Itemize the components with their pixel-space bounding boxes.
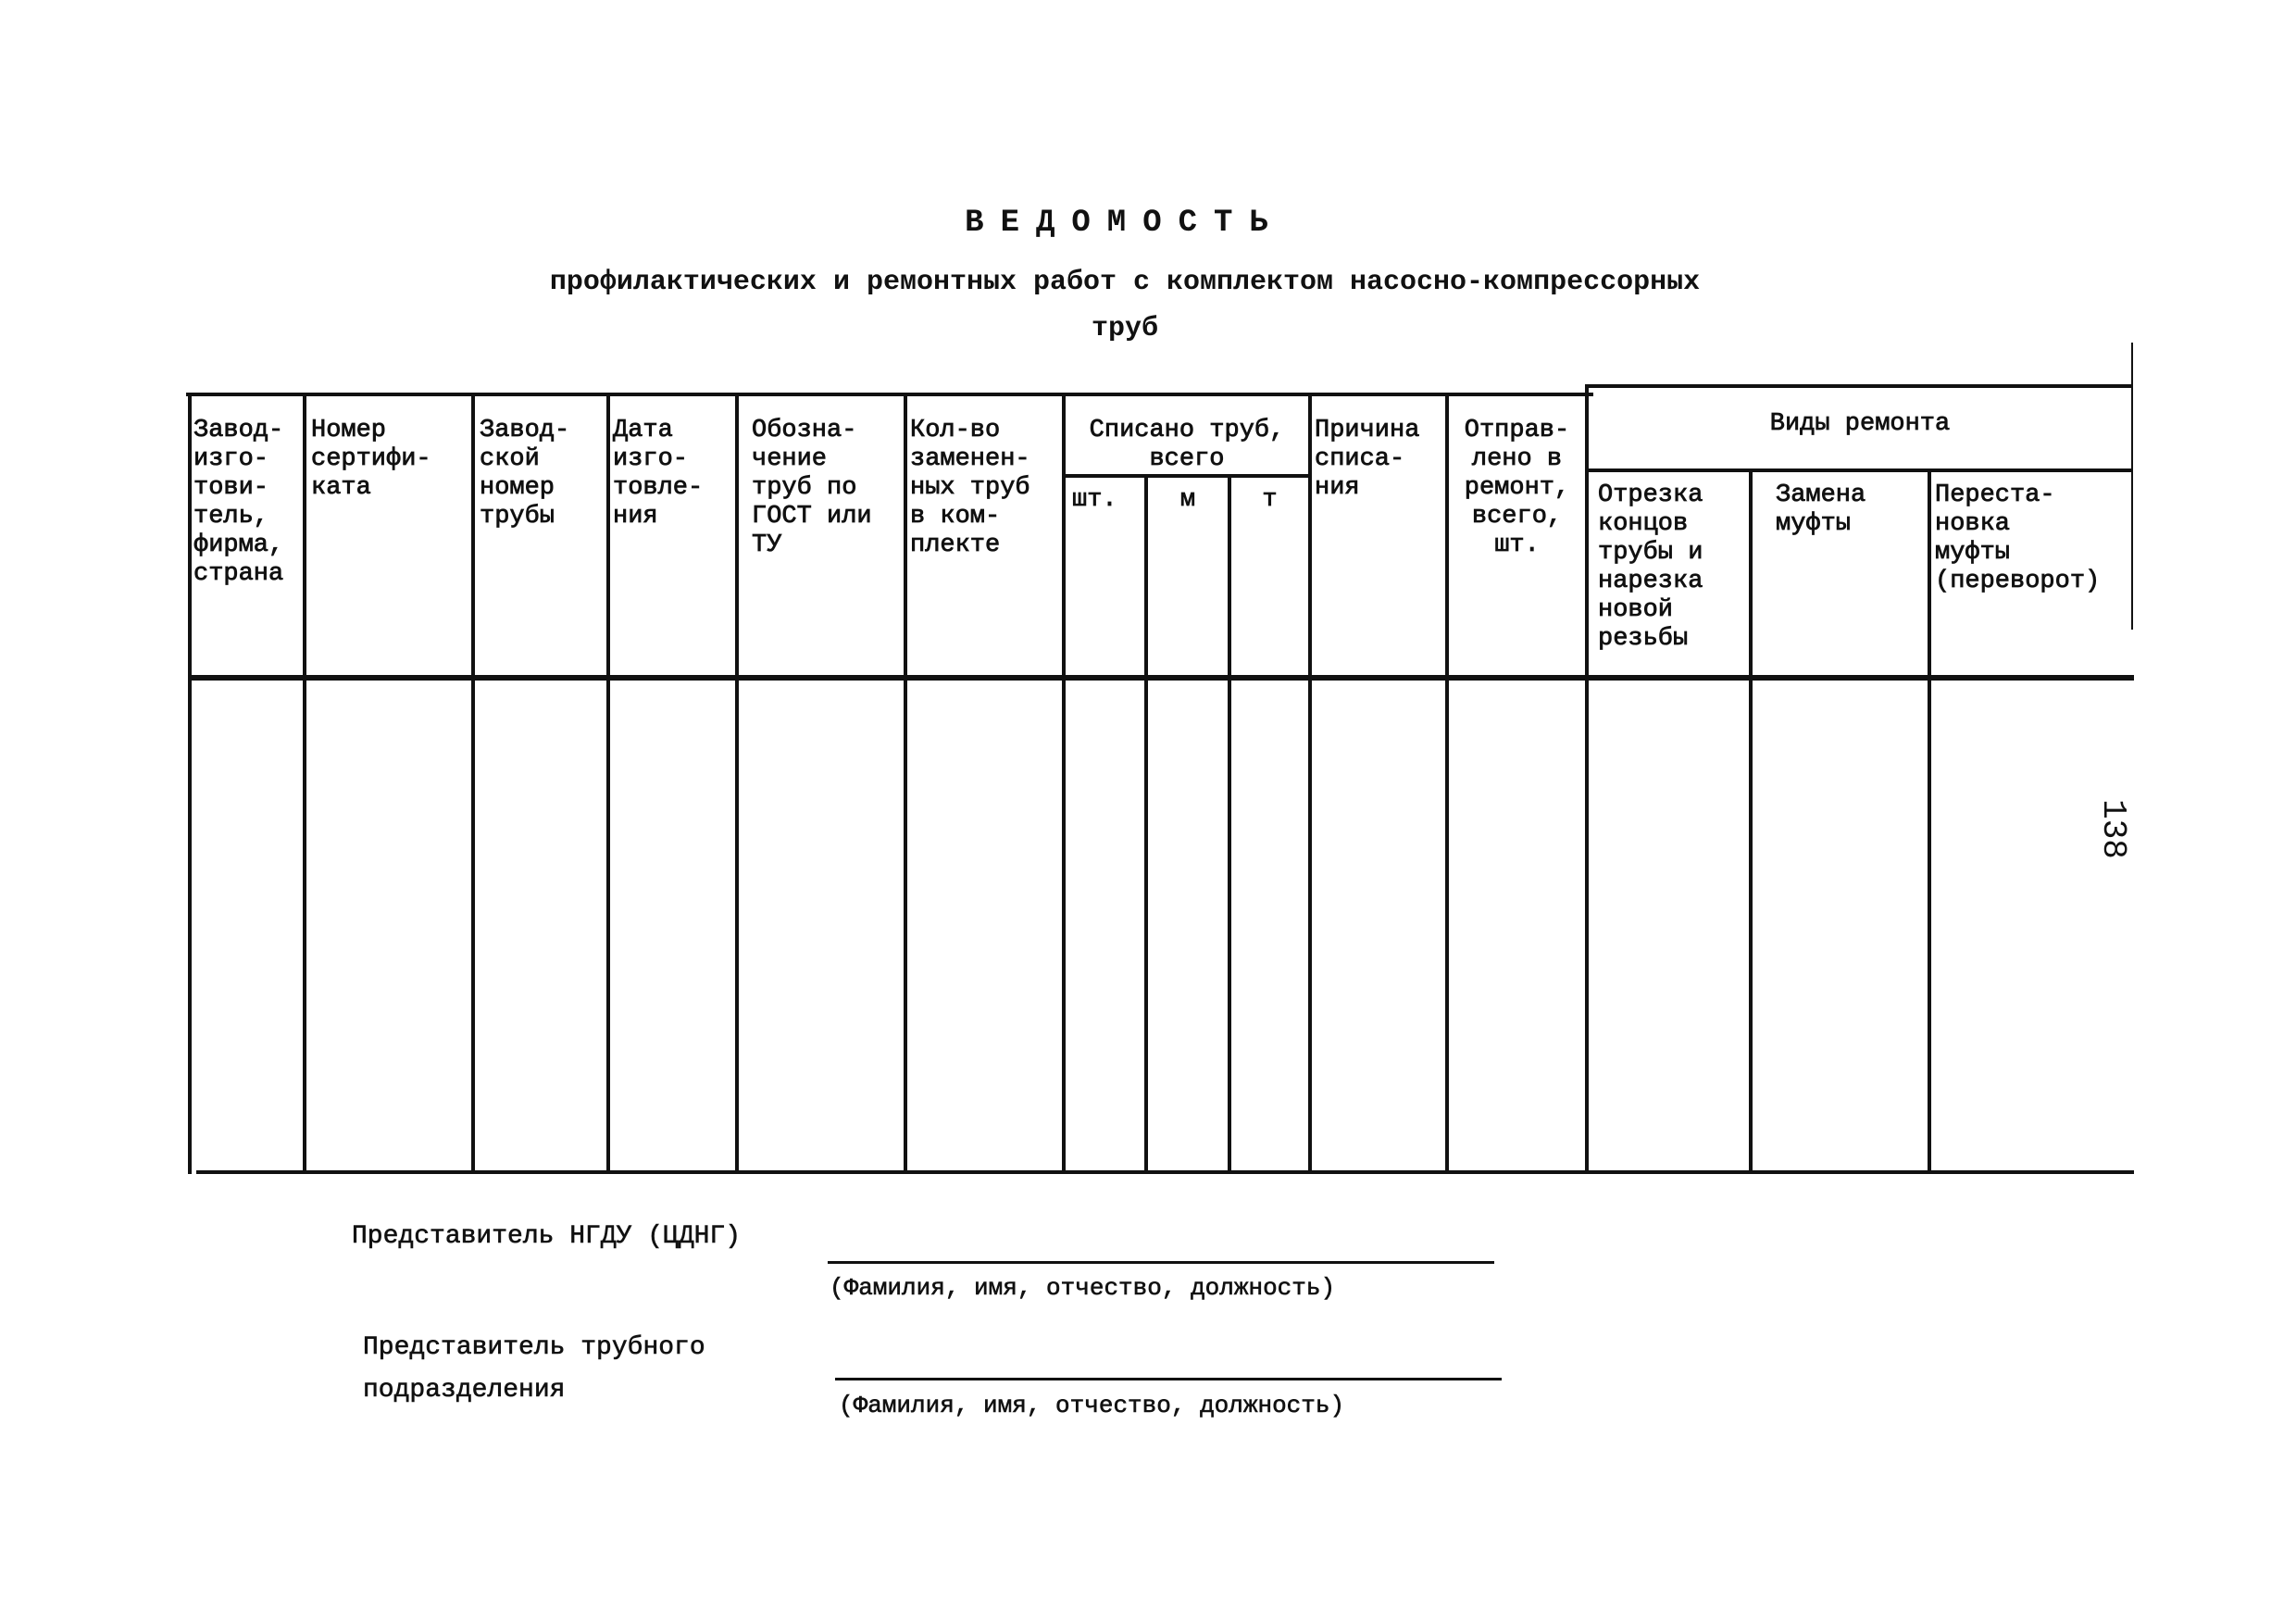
document-subtitle: профилактических и ремонтных работ с комплектом насосно-компрессорных: [549, 267, 1701, 298]
rep1-caption: (Фамилия, имя, отчество, должность): [830, 1274, 1336, 1302]
col-header-thread-cutting: Отрезка концов трубы и нарезка новой резьбы: [1598, 481, 1703, 653]
col-divider: [1308, 393, 1312, 1174]
rep1-label: Представитель НГДУ (ЦДНГ): [352, 1222, 742, 1251]
document-subtitle-continued: труб: [1091, 313, 1158, 344]
col-header-reason: Причина списа- ния: [1315, 417, 1420, 502]
col-header-certificate: Номер сертифи- ката: [311, 417, 431, 502]
col-header-written-off: Списано труб, всего: [1089, 417, 1285, 473]
col-header-manufacture-date: Дата изго- товле- ния: [613, 417, 704, 531]
col-divider: [188, 393, 192, 1174]
col-header-coupling-flip: Переста- новка муфты (переворот): [1935, 481, 2101, 595]
rep1-signature-line: [828, 1261, 1494, 1264]
col-header-serial-number: Завод- ской номер трубы: [480, 417, 570, 531]
col-divider: [1144, 474, 1148, 1174]
col-header-manufacturer: Завод-изго- тови- тель, фирма, страна: [193, 417, 284, 588]
col-divider: [1928, 468, 1931, 1174]
col-divider: [1228, 474, 1231, 1174]
page-number: 138: [2093, 799, 2132, 859]
rep2-signature-line: [835, 1378, 1502, 1380]
rep2-label-continued: подразделения: [363, 1376, 566, 1405]
right-edge: [2131, 343, 2133, 630]
col-header-repair-types: Виды ремонта: [1769, 410, 1951, 438]
table-bottom-border: [196, 1170, 2134, 1174]
col-header-sent-to-repair: Отправ- лено в ремонт, всего, шт.: [1464, 417, 1570, 559]
rep2-caption: (Фамилия, имя, отчество, должность): [839, 1392, 1345, 1419]
col-header-coupling-replacement: Замена муфты: [1776, 481, 1866, 538]
document-title: ВЕДОМОСТЬ: [965, 206, 1285, 241]
col-header-replaced-count: Кол-во заменен- ных труб в ком- плекте: [910, 417, 1030, 559]
header-bottom-border: [190, 675, 2134, 681]
col-divider: [606, 393, 610, 1174]
col-header-pcs: шт.: [1072, 486, 1117, 514]
col-divider: [303, 393, 306, 1174]
col-divider: [1062, 393, 1066, 1174]
repair-subheader-line: [1585, 468, 2133, 472]
col-header-tons: т: [1262, 486, 1278, 514]
col-divider: [1749, 468, 1753, 1174]
col-divider: [1445, 393, 1449, 1174]
col-header-designation: Обозна- чение труб по ГОСТ или ТУ: [752, 417, 872, 559]
table-top-border: [186, 393, 1593, 396]
col-header-meters: м: [1179, 486, 1196, 514]
col-divider: [735, 393, 739, 1174]
rep2-label: Представитель трубного: [363, 1333, 705, 1362]
col-divider: [471, 393, 475, 1174]
table-top-border-right: [1585, 384, 2133, 388]
col-divider: [904, 393, 907, 1174]
written-off-subheader-line: [1062, 474, 1308, 478]
col-divider: [1585, 384, 1589, 1174]
